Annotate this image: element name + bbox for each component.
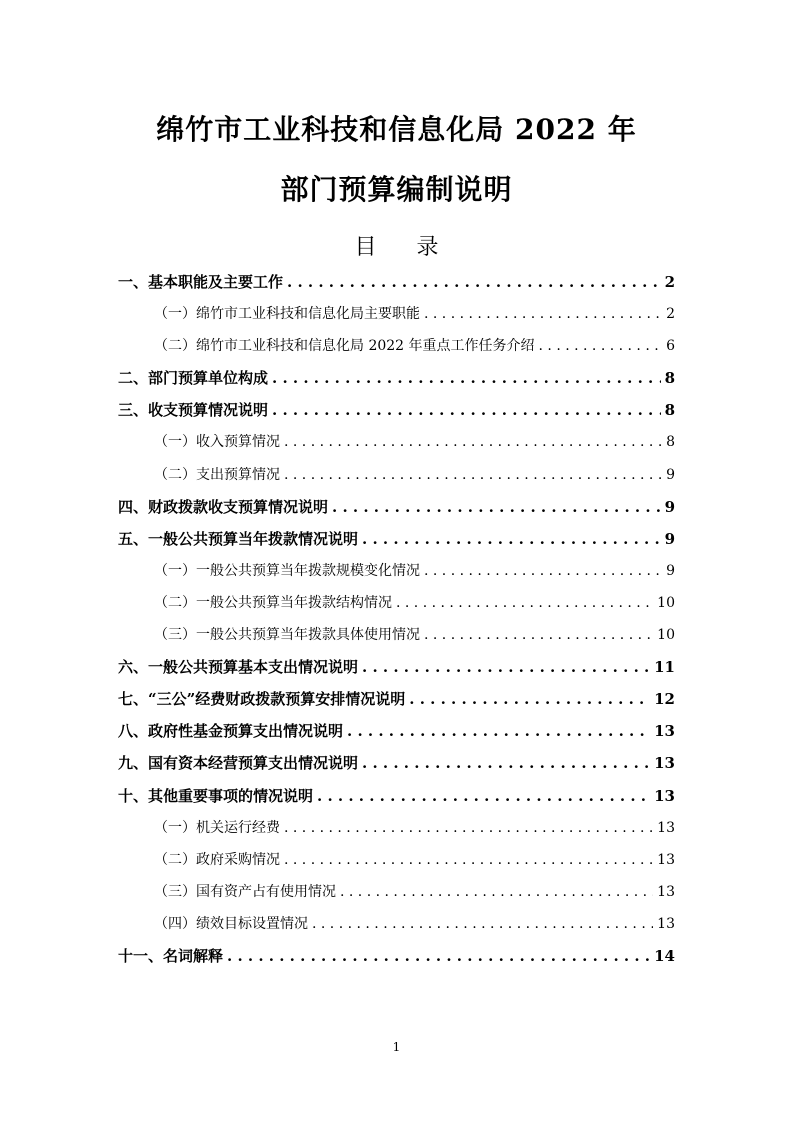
- toc-entry-label: （一）绵竹市工业科技和信息化局主要职能: [154, 306, 420, 323]
- document-title-line-1: 绵竹市工业科技和信息化局 2022 年: [156, 113, 637, 146]
- toc-dot-leader: [362, 523, 661, 555]
- toc-entry[interactable]: [118, 908, 675, 940]
- toc-entry-page-number: 8: [664, 369, 675, 388]
- toc-heading: 目录: [354, 235, 479, 260]
- toc-entry[interactable]: [118, 523, 675, 555]
- toc-entry-page-number: 10: [657, 627, 675, 644]
- toc-entry-label: （二）支出预算情况: [154, 466, 280, 483]
- toc-entry[interactable]: [118, 330, 675, 362]
- toc-entry[interactable]: [118, 266, 675, 298]
- toc-dot-leader: [272, 362, 661, 394]
- toc-entry-page-number: 13: [654, 786, 675, 805]
- toc-entry[interactable]: [118, 844, 675, 876]
- toc-entry-page-number: 13: [654, 722, 675, 741]
- toc-dot-leader: [340, 876, 653, 908]
- toc-entry-page-number: 9: [666, 466, 675, 483]
- toc-entry-label: 七、“三公”经费财政拨款预算安排情况说明: [118, 690, 406, 709]
- document-title-line-2: 部门预算编制说明: [280, 173, 513, 206]
- toc-entry-page-number: 14: [654, 946, 675, 965]
- toc-entry[interactable]: [118, 426, 675, 458]
- toc-entry-label: 十、其他重要事项的情况说明: [118, 786, 314, 805]
- toc-entry-label: 四、财政拨款收支预算情况说明: [118, 497, 329, 516]
- toc-entry-label: 九、国有资本经营预算支出情况说明: [118, 754, 359, 773]
- toc-entry-page-number: 13: [657, 883, 675, 900]
- toc-entry-page-number: 2: [664, 273, 675, 291]
- page-number: 1: [392, 1040, 401, 1054]
- toc-entry-page-number: 13: [654, 754, 675, 773]
- toc-entry[interactable]: [118, 394, 675, 426]
- toc-entry-page-number: 9: [666, 562, 675, 579]
- toc-entry[interactable]: [118, 459, 675, 491]
- toc-entry-page-number: 13: [657, 819, 675, 836]
- toc-dot-leader: [424, 619, 653, 651]
- toc-entry-page-number: 9: [664, 529, 675, 548]
- table-of-contents: [118, 266, 675, 972]
- toc-entry[interactable]: [118, 683, 675, 715]
- toc-entry[interactable]: [118, 587, 675, 619]
- toc-dot-leader: [284, 812, 653, 844]
- toc-entry-label: （二）绵竹市工业科技和信息化局 2022 年重点工作任务介绍: [154, 338, 535, 355]
- toc-entry[interactable]: [118, 298, 675, 330]
- toc-entry[interactable]: [118, 715, 675, 747]
- toc-dot-leader: [362, 651, 650, 683]
- toc-entry-label: 八、政府性基金预算支出情况说明: [118, 722, 344, 741]
- toc-dot-leader: [332, 491, 661, 523]
- toc-entry[interactable]: [118, 651, 675, 683]
- toc-entry-label: （一）收入预算情况: [154, 434, 280, 451]
- toc-dot-leader: [317, 780, 650, 812]
- toc-entry[interactable]: [118, 619, 675, 651]
- toc-entry-label: 六、一般公共预算基本支出情况说明: [118, 658, 359, 677]
- toc-entry[interactable]: [118, 362, 675, 394]
- toc-dot-leader: [424, 298, 662, 330]
- toc-entry[interactable]: [118, 491, 675, 523]
- toc-entry[interactable]: [118, 876, 675, 908]
- toc-entry-page-number: 13: [657, 851, 675, 868]
- toc-dot-leader: [284, 426, 662, 458]
- toc-entry-label: 十一、名词解释: [118, 946, 224, 965]
- toc-dot-leader: [396, 587, 653, 619]
- toc-dot-leader: [347, 715, 650, 747]
- toc-dot-leader: [284, 459, 662, 491]
- toc-entry-label: 二、部门预算单位构成: [118, 369, 269, 388]
- toc-entry-page-number: 13: [657, 915, 675, 932]
- toc-dot-leader: [272, 394, 661, 426]
- toc-dot-leader: [287, 266, 661, 298]
- toc-entry-label: （二）一般公共预算当年拨款结构情况: [154, 594, 392, 611]
- toc-entry-label: 五、一般公共预算当年拨款情况说明: [118, 529, 359, 548]
- toc-dot-leader: [227, 940, 650, 972]
- toc-dot-leader: [284, 844, 653, 876]
- toc-dot-leader: [424, 555, 662, 587]
- toc-entry-page-number: 2: [666, 306, 675, 323]
- toc-dot-leader: [539, 330, 663, 362]
- toc-entry-label: 三、收支预算情况说明: [118, 401, 269, 420]
- toc-entry[interactable]: [118, 747, 675, 779]
- toc-entry-label: （二）政府采购情况: [154, 851, 280, 868]
- toc-dot-leader: [362, 747, 650, 779]
- toc-entry-label: （一）一般公共预算当年拨款规模变化情况: [154, 562, 420, 579]
- toc-entry-page-number: 6: [666, 338, 675, 355]
- toc-entry-label: （三）一般公共预算当年拨款具体使用情况: [154, 627, 420, 644]
- toc-entry-label: （四）绩效目标设置情况: [154, 915, 308, 932]
- toc-dot-leader: [409, 683, 650, 715]
- toc-entry-page-number: 9: [664, 497, 675, 516]
- toc-entry-page-number: 10: [657, 594, 675, 611]
- toc-entry[interactable]: [118, 812, 675, 844]
- toc-entry-page-number: 11: [654, 658, 675, 677]
- toc-entry[interactable]: [118, 940, 675, 972]
- toc-entry[interactable]: [118, 555, 675, 587]
- toc-entry-label: （三）国有资产占有使用情况: [154, 883, 336, 900]
- toc-entry-label: 一、基本职能及主要工作: [118, 273, 284, 291]
- toc-entry-page-number: 8: [666, 434, 675, 451]
- toc-entry[interactable]: [118, 780, 675, 812]
- toc-entry-label: （一）机关运行经费: [154, 819, 280, 836]
- toc-dot-leader: [312, 908, 653, 940]
- toc-entry-page-number: 8: [664, 401, 675, 420]
- toc-entry-page-number: 12: [654, 690, 675, 709]
